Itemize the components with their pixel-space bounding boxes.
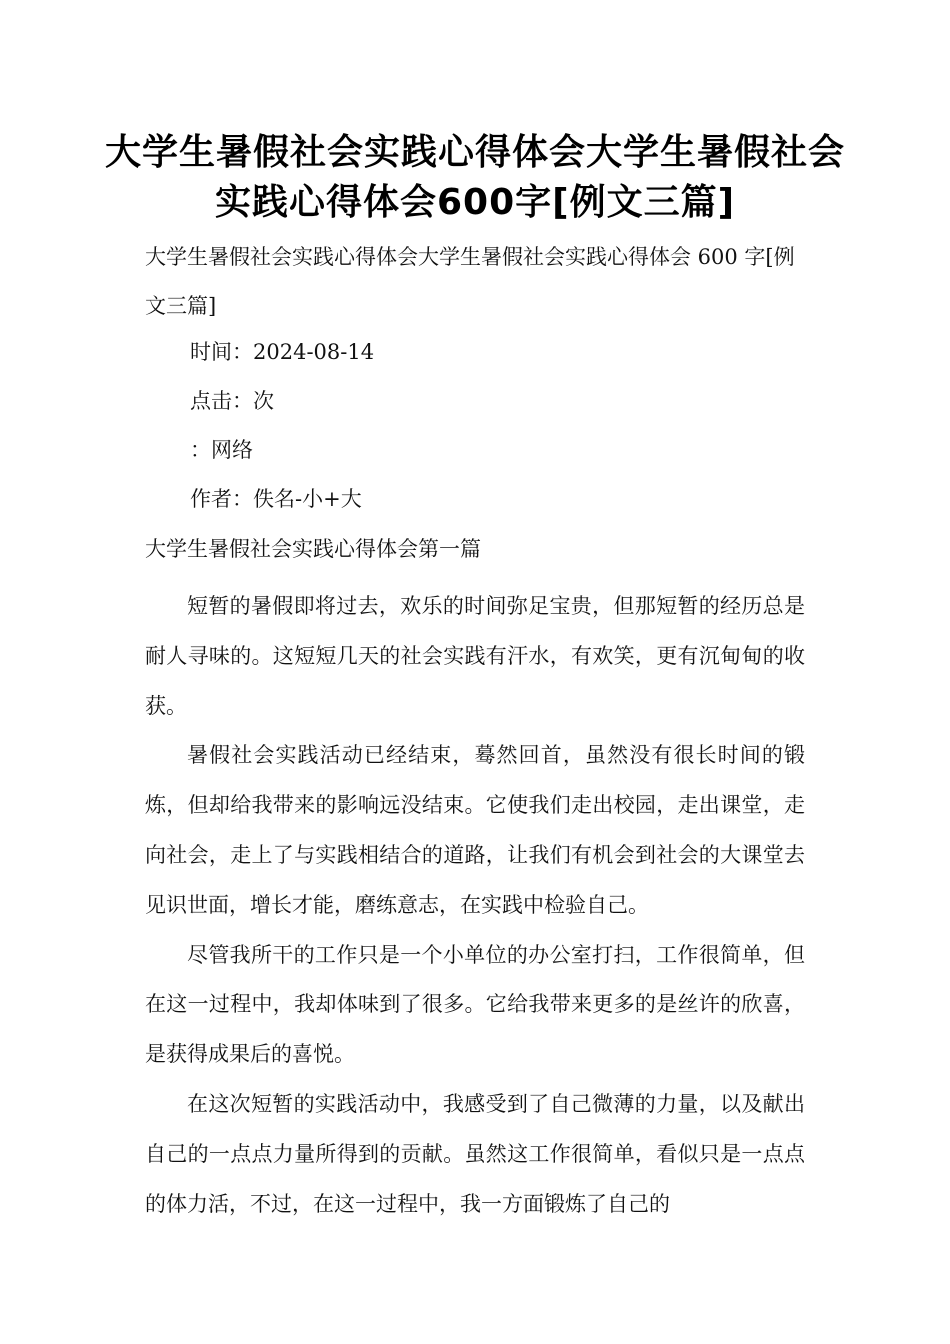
author-label: 作者：佚名-小+大 [190,487,362,511]
paragraph: 在这次短暂的实践活动中，我感受到了自己微薄的力量，以及献出自己的一点点力量所得到的贡献。虽然这工作很简单，看似只是一点点的体力活，不过，在这一过程中，我一方面锻炼了自己的 [145,1091,805,1216]
publish-time: 时间：2024-08-14 [190,340,375,364]
paragraph: 尽管我所干的工作只是一个小单位的办公室打扫，工作很简单，但在这一过程中，我却体味到了很多。它给我带来更多的是丝许的欣喜，是获得成果后的喜悦。 [145,942,805,1067]
section-heading: 大学生暑假社会实践心得体会第一篇 [145,537,481,561]
document-subtitle: 大学生暑假社会实践心得体会大学生暑假社会实践心得体会 600 字[例文三篇] [145,245,795,318]
article-body [145,582,805,1229]
click-count: 点击：次 [190,389,274,413]
source-label: ：网络 [190,438,253,462]
document-title: 大学生暑假社会实践心得体会大学生暑假社会实践心得体会600字[例文三篇] [104,132,845,223]
paragraph: 短暂的暑假即将过去，欢乐的时间弥足宝贵，但那短暂的经历总是耐人寻味的。这短短几天的社会实践有汗水，有欢笑，更有沉甸甸的收获。 [145,594,805,718]
paragraph: 暑假社会实践活动已经结束，蓦然回首，虽然没有很长时间的锻炼，但却给我带来的影响远没结束。它使我们走出校园，走出课堂，走向社会，走上了与实践相结合的道路，让我们有机会到社会的大课堂去见识世面，增长才能，磨练意志，在实践中检验自己。 [145,743,805,917]
